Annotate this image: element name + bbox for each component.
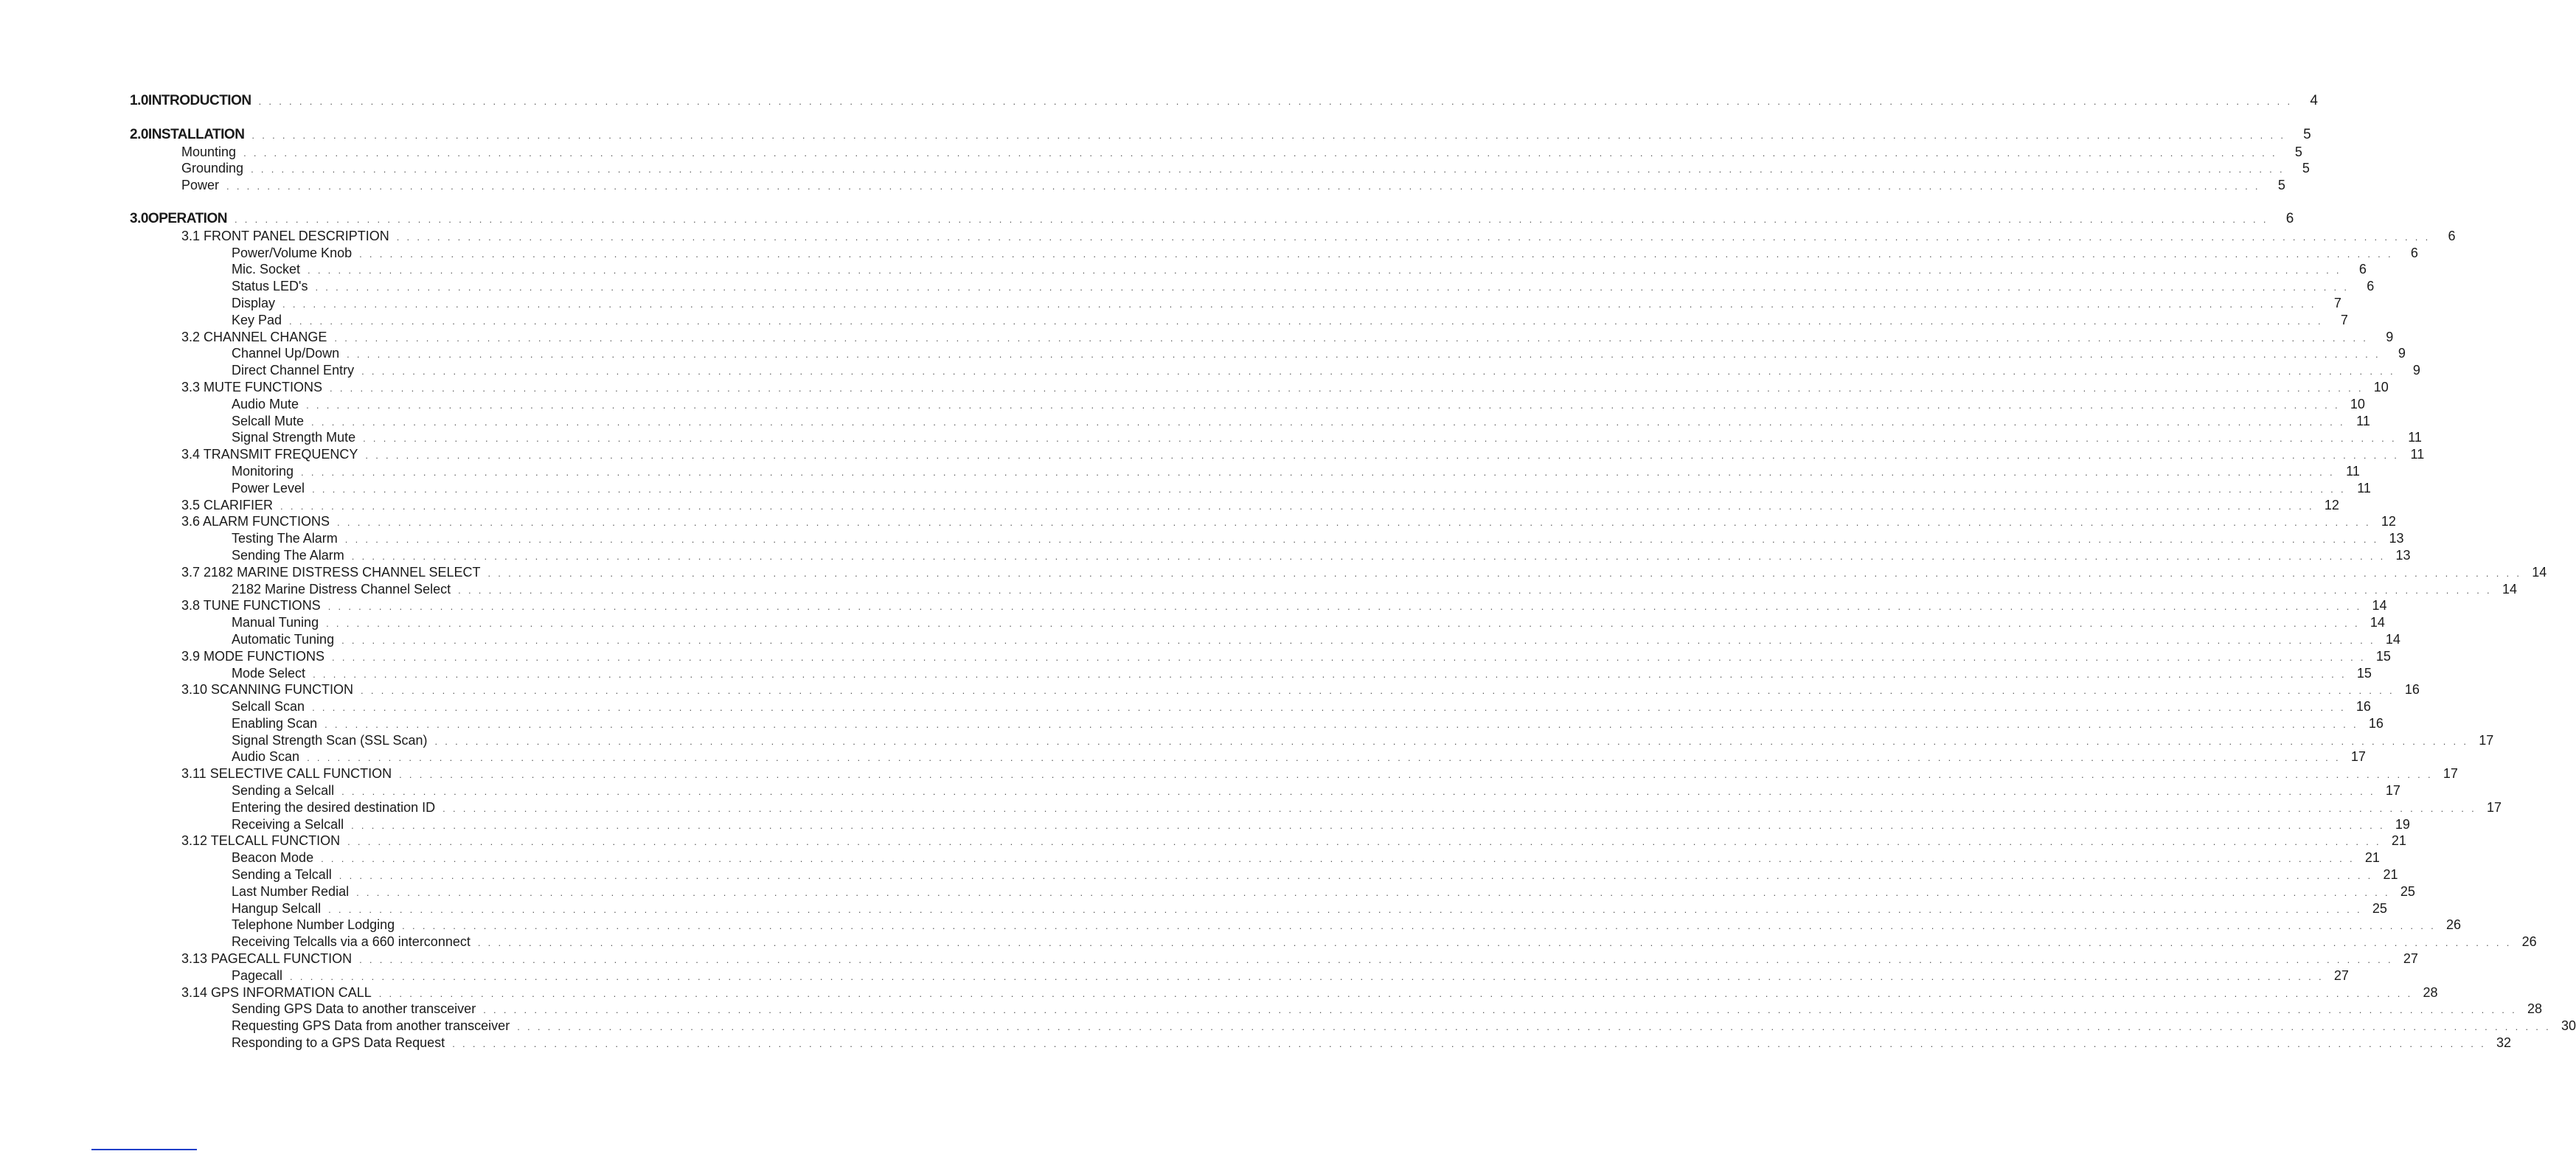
toc-item-entry[interactable]	[130, 816, 2410, 833]
dot-leader: . . . . . . . . . . . . . . . . . . . . . . . . . . . . . . . . . . . . . . . . . . . . . . . . . . . . . . . . . . . . . . . . . . . . . . . . . . . . . . . . . . . . . . . . . . . . . . . . . . . . . . . . . . . . . . . . . . . . . . . . . . . . . . . . . . . . . . . . . . . . . . . . . . . . . . . . . . . . . . . . . . . . . . . . . . . . . . . . . . . . . . . . . . . . . . . . . . . . . . . .	[359, 954, 2393, 966]
toc-item-entry[interactable]	[130, 748, 2366, 765]
toc-subsection-entry[interactable]	[130, 648, 2391, 665]
toc-entry-title: OPERATION	[147, 210, 227, 226]
dot-leader: . . . . . . . . . . . . . . . . . . . . . . . . . . . . . . . . . . . . . . . . . . . . . . . . . . . . . . . . . . . . . . . . . . . . . . . . . . . . . . . . . . . . . . . . . . . . . . . . . . . . . . . . . . . . . . . . . . . . . . . . . . . . . . . . . . . . . . . . . . . . . . . . . . . . . . . . . . . . . . . . . . . . . . . . . . . . . . . . . . . . . . . . . . . . . . . . . . . . . . . .	[341, 786, 2375, 798]
toc-page-number: 15	[2356, 665, 2372, 681]
toc-subsection-entry[interactable]	[130, 681, 2420, 698]
dot-leader: . . . . . . . . . . . . . . . . . . . . . . . . . . . . . . . . . . . . . . . . . . . . . . . . . . . . . . . . . . . . . . . . . . . . . . . . . . . . . . . . . . . . . . . . . . . . . . . . . . . . . . . . . . . . . . . . . . . . . . . . . . . . . . . . . . . . . . . . . . . . . . . . . . . . . . . . . . . . . . . . . . . . . . . . . . . . . . . . . . . . . . . . . . . . . . . . . . . . . . . .	[337, 517, 2371, 529]
toc-item-entry[interactable]	[130, 934, 2537, 950]
toc-page-number: 17	[2479, 732, 2494, 748]
toc-item-entry[interactable]	[130, 547, 2411, 564]
toc-item-entry[interactable]	[130, 665, 2372, 682]
toc-item-entry[interactable]	[130, 1018, 2576, 1035]
toc-page-number: 21	[2383, 867, 2398, 883]
toc-subsection-entry[interactable]	[130, 144, 2302, 161]
toc-entry-title: Audio Scan	[232, 749, 300, 765]
toc-subsection-entry[interactable]	[130, 950, 2418, 967]
dot-leader: . . . . . . . . . . . . . . . . . . . . . . . . . . . . . . . . . . . . . . . . . . . . . . . . . . . . . . . . . . . . . . . . . . . . . . . . . . . . . . . . . . . . . . . . . . . . . . . . . . . . . . . . . . . . . . . . . . . . . . . . . . . . . . . . . . . . . . . . . . . . . . . . . . . . . . . . . . . . . . . . . . . . . . . . . . . . . . . . . . . . . . . . . . . . . . . . . . . . . . . .	[306, 399, 2340, 411]
toc-entry-title: Sending The Alarm	[232, 547, 344, 563]
toc-item-entry[interactable]	[130, 866, 2398, 883]
dot-leader: . . . . . . . . . . . . . . . . . . . . . . . . . . . . . . . . . . . . . . . . . . . . . . . . . . . . . . . . . . . . . . . . . . . . . . . . . . . . . . . . . . . . . . . . . . . . . . . . . . . . . . . . . . . . . . . . . . . . . . . . . . . . . . . . . . . . . . . . . . . . . . . . . . . . . . . . . . . . . . . . . . . . . . . . . . . . . . . . . . . . . . . . . . . . . . . . . . . . . . . .	[289, 315, 2323, 327]
toc-page-number: 11	[2357, 480, 2371, 496]
toc-page-number: 11	[2410, 447, 2425, 462]
dot-leader: . . . . . . . . . . . . . . . . . . . . . . . . . . . . . . . . . . . . . . . . . . . . . . . . . . . . . . . . . . . . . . . . . . . . . . . . . . . . . . . . . . . . . . . . . . . . . . . . . . . . . . . . . . . . . . . . . . . . . . . . . . . . . . . . . . . . . . . . . . . . . . . . . . . . . . . . . . . . . . . . . . . . . . . . . . . . . . . . . . . . . . . . . . . . . . . . . . . . . . . .	[363, 433, 2397, 445]
toc-page-number: 27	[2333, 967, 2349, 983]
toc-page-number: 16	[2355, 699, 2371, 715]
toc-subsection-entry[interactable]	[130, 597, 2387, 614]
toc-page-number: 6	[2358, 262, 2367, 277]
section-spacer	[130, 194, 749, 211]
toc-page-number: 25	[2372, 900, 2387, 916]
toc-entry-title: Power	[181, 178, 220, 193]
toc-page-number: 5	[2302, 161, 2310, 176]
toc-page-number: 11	[2356, 413, 2370, 428]
section-spacer	[130, 110, 749, 127]
dot-leader: . . . . . . . . . . . . . . . . . . . . . . . . . . . . . . . . . . . . . . . . . . . . . . . . . . . . . . . . . . . . . . . . . . . . . . . . . . . . . . . . . . . . . . . . . . . . . . . . . . . . . . . . . . . . . . . . . . . . . . . . . . . . . . . . . . . . . . . . . . . . . . . . . . . . . . . . . . . . . . . . . . . . . . . . . . . . . . . . . . . . . . . . . . . . . . . . . . . . . . . .	[396, 231, 2431, 243]
toc-subsection-entry[interactable]	[130, 497, 2339, 514]
toc-entry-title: Selcall Scan	[232, 699, 305, 715]
toc-subsection-entry[interactable]	[130, 446, 2425, 463]
toc-entry-title: 3.13 PAGECALL FUNCTION	[181, 951, 353, 967]
toc-page-number: 10	[2350, 396, 2365, 411]
dot-leader: . . . . . . . . . . . . . . . . . . . . . . . . . . . . . . . . . . . . . . . . . . . . . . . . . . . . . . . . . . . . . . . . . . . . . . . . . . . . . . . . . . . . . . . . . . . . . . . . . . . . . . . . . . . . . . . . . . . . . . . . . . . . . . . . . . . . . . . . . . . . . . . . . . . . . . . . . . . . . . . . . . . . . . . . . . . . . . . . . . . . . . . . . . . . . . . . . . . . . . . .	[344, 534, 2379, 546]
toc-entry-title: 3.7 2182 MARINE DISTRESS CHANNEL SELECT	[181, 564, 481, 580]
dot-leader: . . . . . . . . . . . . . . . . . . . . . . . . . . . . . . . . . . . . . . . . . . . . . . . . . . . . . . . . . . . . . . . . . . . . . . . . . . . . . . . . . . . . . . . . . . . . . . . . . . . . . . . . . . . . . . . . . . . . . . . . . . . . . . . . . . . . . . . . . . . . . . . . . . . . . . . . . . . . . . . . . . . . . . . . . . . . . . . . . . . . . . . . . . . . . . . . . . . . . . . .	[347, 836, 2381, 848]
toc-page-number: 9	[2398, 346, 2406, 361]
toc-page-number: 13	[2389, 531, 2404, 546]
toc-subsection-entry[interactable]	[130, 228, 2456, 245]
toc-entry-title: Receiving Telcalls via a 660 interconnect	[232, 934, 471, 950]
toc-page-number: 25	[2400, 883, 2415, 899]
toc-page-number: 9	[2386, 329, 2394, 344]
toc-entry-title: INSTALLATION	[147, 126, 245, 142]
toc-entry-title: Monitoring	[232, 463, 294, 479]
toc-subsection-entry[interactable]	[130, 329, 2394, 346]
toc-entry-title: 3.4 TRANSMIT FREQUENCY	[181, 447, 358, 462]
dot-leader: . . . . . . . . . . . . . . . . . . . . . . . . . . . . . . . . . . . . . . . . . . . . . . . . . . . . . . . . . . . . . . . . . . . . . . . . . . . . . . . . . . . . . . . . . . . . . . . . . . . . . . . . . . . . . . . . . . . . . . . . . . . . . . . . . . . . . . . . . . . . . . . . . . . . . . . . . . . . . . . . . . . . . . . . . . . . . . . . . . . . . . . . . . . . . . . . . . . . . . . .	[483, 1004, 2518, 1016]
dot-leader: . . . . . . . . . . . . . . . . . . . . . . . . . . . . . . . . . . . . . . . . . . . . . . . . . . . . . . . . . . . . . . . . . . . . . . . . . . . . . . . . . . . . . . . . . . . . . . . . . . . . . . . . . . . . . . . . . . . . . . . . . . . . . . . . . . . . . . . . . . . . . . . . . . . . . . . . . . . . . . . . . . . . . . . . . . . . . . . . . . . . . . . . . . . . . . . . . . . . . . . .	[313, 668, 2347, 680]
toc-page-number: 21	[2364, 850, 2380, 866]
dot-leader: . . . . . . . . . . . . . . . . . . . . . . . . . . . . . . . . . . . . . . . . . . . . . . . . . . . . . . . . . . . . . . . . . . . . . . . . . . . . . . . . . . . . . . . . . . . . . . . . . . . . . . . . . . . . . . . . . . . . . . . . . . . . . . . . . . . . . . . . . . . . . . . . . . . . . . . . . . . . . . . . . . . . . . . . . . . . . . . . . . . . . . . . . . . . . . . . . . . . . . . .	[258, 96, 2293, 107]
toc-item-entry[interactable]	[130, 799, 2502, 816]
toc-page-number: 5	[2277, 178, 2285, 193]
dot-leader: . . . . . . . . . . . . . . . . . . . . . . . . . . . . . . . . . . . . . . . . . . . . . . . . . . . . . . . . . . . . . . . . . . . . . . . . . . . . . . . . . . . . . . . . . . . . . . . . . . . . . . . . . . . . . . . . . . . . . . . . . . . . . . . . . . . . . . . . . . . . . . . . . . . . . . . . . . . . . . . . . . . . . . . . . . . . . . . . . . . . . . . . . . . . . . . . . . . . . . . .	[326, 618, 2360, 630]
toc-entry-title: 3.11 SELECTIVE CALL FUNCTION	[181, 766, 392, 782]
toc-page-number: 10	[2373, 379, 2389, 394]
dot-leader: . . . . . . . . . . . . . . . . . . . . . . . . . . . . . . . . . . . . . . . . . . . . . . . . . . . . . . . . . . . . . . . . . . . . . . . . . . . . . . . . . . . . . . . . . . . . . . . . . . . . . . . . . . . . . . . . . . . . . . . . . . . . . . . . . . . . . . . . . . . . . . . . . . . . . . . . . . . . . . . . . . . . . . . . . . . . . . . . . . . . . . . . . . . . . . . . . . . . . . . .	[330, 382, 2364, 394]
toc-item-entry[interactable]	[130, 698, 2371, 715]
toc-item-entry[interactable]	[130, 1035, 2511, 1051]
toc-page-number: 5	[2303, 126, 2311, 142]
toc-entry-title: Requesting GPS Data from another transceiver	[232, 1018, 510, 1034]
toc-item-entry[interactable]	[130, 967, 2349, 984]
toc-item-entry[interactable]	[130, 530, 2404, 547]
toc-item-entry[interactable]	[130, 362, 2420, 379]
toc-entry-title: Key Pad	[232, 312, 282, 327]
dot-leader: . . . . . . . . . . . . . . . . . . . . . . . . . . . . . . . . . . . . . . . . . . . . . . . . . . . . . . . . . . . . . . . . . . . . . . . . . . . . . . . . . . . . . . . . . . . . . . . . . . . . . . . . . . . . . . . . . . . . . . . . . . . . . . . . . . . . . . . . . . . . . . . . . . . . . . . . . . . . . . . . . . . . . . . . . . . . . . . . . . . . . . . . . . . . . . . . . . . . . . . .	[378, 987, 2413, 999]
toc-page-number: 17	[2385, 783, 2400, 799]
toc-page-number: 11	[2346, 463, 2360, 479]
toc-item-entry[interactable]	[130, 614, 2385, 631]
toc-entry-title: 3.3 MUTE FUNCTIONS	[181, 379, 323, 394]
toc-page-number: 16	[2404, 682, 2420, 698]
dot-leader: . . . . . . . . . . . . . . . . . . . . . . . . . . . . . . . . . . . . . . . . . . . . . . . . . . . . . . . . . . . . . . . . . . . . . . . . . . . . . . . . . . . . . . . . . . . . . . . . . . . . . . . . . . . . . . . . . . . . . . . . . . . . . . . . . . . . . . . . . . . . . . . . . . . . . . . . . . . . . . . . . . . . . . . . . . . . . . . . . . . . . . . . . . . . . . . . . . . . . . . .	[351, 550, 2386, 562]
dot-leader: . . . . . . . . . . . . . . . . . . . . . . . . . . . . . . . . . . . . . . . . . . . . . . . . . . . . . . . . . . . . . . . . . . . . . . . . . . . . . . . . . . . . . . . . . . . . . . . . . . . . . . . . . . . . . . . . . . . . . . . . . . . . . . . . . . . . . . . . . . . . . . . . . . . . . . . . . . . . . . . . . . . . . . . . . . . . . . . . . . . . . . . . . . . . . . . . . . . . . . . .	[311, 416, 2345, 428]
toc-entry-title: Entering the desired destination ID	[232, 799, 436, 815]
toc-page-number: 17	[2443, 766, 2458, 782]
toc-item-entry[interactable]	[130, 581, 2517, 598]
dot-leader: . . . . . . . . . . . . . . . . . . . . . . . . . . . . . . . . . . . . . . . . . . . . . . . . . . . . . . . . . . . . . . . . . . . . . . . . . . . . . . . . . . . . . . . . . . . . . . . . . . . . . . . . . . . . . . . . . . . . . . . . . . . . . . . . . . . . . . . . . . . . . . . . . . . . . . . . . . . . . . . . . . . . . . . . . . . . . . . . . . . . . . . . . . . . . . . . . . . . . . . .	[399, 769, 2433, 781]
dot-leader: . . . . . . . . . . . . . . . . . . . . . . . . . . . . . . . . . . . . . . . . . . . . . . . . . . . . . . . . . . . . . . . . . . . . . . . . . . . . . . . . . . . . . . . . . . . . . . . . . . . . . . . . . . . . . . . . . . . . . . . . . . . . . . . . . . . . . . . . . . . . . . . . . . . . . . . . . . . . . . . . . . . . . . . . . . . . . . . . . . . . . . . . . . . . . . . . . . . . . . . .	[290, 970, 2324, 982]
toc-page-number: 27	[2403, 951, 2418, 967]
toc-entry-title: 3.9 MODE FUNCTIONS	[181, 648, 325, 664]
toc-entry-title: 3.6 ALARM FUNCTIONS	[181, 514, 330, 529]
dot-leader: . . . . . . . . . . . . . . . . . . . . . . . . . . . . . . . . . . . . . . . . . . . . . . . . . . . . . . . . . . . . . . . . . . . . . . . . . . . . . . . . . . . . . . . . . . . . . . . . . . . . . . . . . . . . . . . . . . . . . . . . . . . . . . . . . . . . . . . . . . . . . . . . . . . . . . . . . . . . . . . . . . . . . . . . . . . . . . . . . . . . . . . . . . . . . . . . . . . . . . . .	[402, 920, 2436, 932]
toc-entry-title: Enabling Scan	[232, 715, 318, 731]
dot-leader: . . . . . . . . . . . . . . . . . . . . . . . . . . . . . . . . . . . . . . . . . . . . . . . . . . . . . . . . . . . . . . . . . . . . . . . . . . . . . . . . . . . . . . . . . . . . . . . . . . . . . . . . . . . . . . . . . . . . . . . . . . . . . . . . . . . . . . . . . . . . . . . . . . . . . . . . . . . . . . . . . . . . . . . . . . . . . . . . . . . . . . . . . . . . . . . . . . . . . . . .	[328, 903, 2362, 915]
dot-leader: . . . . . . . . . . . . . . . . . . . . . . . . . . . . . . . . . . . . . . . . . . . . . . . . . . . . . . . . . . . . . . . . . . . . . . . . . . . . . . . . . . . . . . . . . . . . . . . . . . . . . . . . . . . . . . . . . . . . . . . . . . . . . . . . . . . . . . . . . . . . . . . . . . . . . . . . . . . . . . . . . . . . . . . . . . . . . . . . . . . . . . . . . . . . . . . . . . . . . . . .	[301, 466, 2335, 478]
toc-subsection-entry[interactable]	[130, 160, 2310, 177]
dot-leader: . . . . . . . . . . . . . . . . . . . . . . . . . . . . . . . . . . . . . . . . . . . . . . . . . . . . . . . . . . . . . . . . . . . . . . . . . . . . . . . . . . . . . . . . . . . . . . . . . . . . . . . . . . . . . . . . . . . . . . . . . . . . . . . . . . . . . . . . . . . . . . . . . . . . . . . . . . . . . . . . . . . . . . . . . . . . . . . . . . . . . . . . . . . . . . . . . . . . . . . .	[361, 685, 2395, 697]
toc-entry-title: Manual Tuning	[232, 615, 319, 630]
toc-page-number: 17	[2486, 799, 2502, 815]
toc-entry-title: Sending a Selcall	[232, 783, 335, 799]
dot-leader: . . . . . . . . . . . . . . . . . . . . . . . . . . . . . . . . . . . . . . . . . . . . . . . . . . . . . . . . . . . . . . . . . . . . . . . . . . . . . . . . . . . . . . . . . . . . . . . . . . . . . . . . . . . . . . . . . . . . . . . . . . . . . . . . . . . . . . . . . . . . . . . . . . . . . . . . . . . . . . . . . . . . . . . . . . . . . . . . . . . . . . . . . . . . . . . . . . . . . . . .	[517, 1021, 2551, 1033]
toc-entry-title: Power/Volume Knob	[232, 245, 353, 260]
toc-page-number: 17	[2350, 749, 2366, 765]
dot-leader: . . . . . . . . . . . . . . . . . . . . . . . . . . . . . . . . . . . . . . . . . . . . . . . . . . . . . . . . . . . . . . . . . . . . . . . . . . . . . . . . . . . . . . . . . . . . . . . . . . . . . . . . . . . . . . . . . . . . . . . . . . . . . . . . . . . . . . . . . . . . . . . . . . . . . . . . . . . . . . . . . . . . . . . . . . . . . . . . . . . . . . . . . . . . . . . . . . . . . . . .	[359, 248, 2393, 260]
dot-leader: . . . . . . . . . . . . . . . . . . . . . . . . . . . . . . . . . . . . . . . . . . . . . . . . . . . . . . . . . . . . . . . . . . . . . . . . . . . . . . . . . . . . . . . . . . . . . . . . . . . . . . . . . . . . . . . . . . . . . . . . . . . . . . . . . . . . . . . . . . . . . . . . . . . . . . . . . . . . . . . . . . . . . . . . . . . . . . . . . . . . . . . . . . . . . . . . . . . . . . . .	[361, 366, 2395, 378]
toc-page-number: 28	[2527, 1001, 2543, 1017]
toc-page-number: 26	[2521, 934, 2537, 950]
toc-page-number: 11	[2408, 430, 2422, 445]
toc-item-entry[interactable]	[130, 782, 2400, 799]
toc-entry-title: Channel Up/Down	[232, 346, 340, 361]
toc-page-number: 19	[2395, 816, 2410, 832]
toc-entry-title: 3.1 FRONT PANEL DESCRIPTION	[181, 228, 389, 243]
toc-subsection-entry[interactable]	[130, 765, 2458, 782]
toc-section-entry[interactable]	[130, 210, 2294, 228]
toc-entry-title: Last Number Redial	[232, 883, 350, 899]
toc-item-entry[interactable]	[130, 715, 2384, 732]
toc-page-number: 6	[2285, 210, 2294, 226]
toc-entry-title: Mic. Socket	[232, 262, 301, 277]
toc-item-entry[interactable]	[130, 849, 2380, 866]
toc-entry-title: Mode Select	[232, 665, 306, 681]
toc-subsection-entry[interactable]	[130, 984, 2438, 1001]
dot-leader: . . . . . . . . . . . . . . . . . . . . . . . . . . . . . . . . . . . . . . . . . . . . . . . . . . . . . . . . . . . . . . . . . . . . . . . . . . . . . . . . . . . . . . . . . . . . . . . . . . . . . . . . . . . . . . . . . . . . . . . . . . . . . . . . . . . . . . . . . . . . . . . . . . . . . . . . . . . . . . . . . . . . . . . . . . . . . . . . . . . . . . . . . . . . . . . . . . . . . . . .	[365, 450, 2400, 462]
toc-subsection-entry[interactable]	[130, 832, 2406, 849]
toc-item-entry[interactable]	[130, 245, 2418, 262]
toc-page-number: 16	[2368, 715, 2384, 731]
toc-page-number: 4	[2310, 93, 2318, 108]
toc-section-number: 3.0	[130, 210, 148, 226]
toc-entry-title: Pagecall	[232, 967, 283, 983]
dot-leader: . . . . . . . . . . . . . . . . . . . . . . . . . . . . . . . . . . . . . . . . . . . . . . . . . . . . . . . . . . . . . . . . . . . . . . . . . . . . . . . . . . . . . . . . . . . . . . . . . . . . . . . . . . . . . . . . . . . . . . . . . . . . . . . . . . . . . . . . . . . . . . . . . . . . . . . . . . . . . . . . . . . . . . . . . . . . . . . . . . . . . . . . . . . . . . . . . . . . . . . .	[251, 164, 2285, 175]
toc-section-number: 2.0	[130, 126, 148, 142]
dot-leader: . . . . . . . . . . . . . . . . . . . . . . . . . . . . . . . . . . . . . . . . . . . . . . . . . . . . . . . . . . . . . . . . . . . . . . . . . . . . . . . . . . . . . . . . . . . . . . . . . . . . . . . . . . . . . . . . . . . . . . . . . . . . . . . . . . . . . . . . . . . . . . . . . . . . . . . . . . . . . . . . . . . . . . . . . . . . . . . . . . . . . . . . . . . . . . . . . . . . . . . .	[339, 870, 2373, 882]
toc-section-entry[interactable]	[130, 93, 2318, 110]
toc-item-entry[interactable]	[130, 261, 2367, 278]
toc-subsection-entry[interactable]	[130, 177, 2285, 194]
toc-item-entry[interactable]	[130, 900, 2387, 917]
toc-entry-title: Beacon Mode	[232, 850, 314, 866]
toc-page-number: 30	[2561, 1018, 2576, 1034]
toc-item-entry[interactable]	[130, 413, 2370, 430]
table-of-contents	[130, 93, 2576, 1051]
toc-page-number: 12	[2381, 514, 2396, 529]
toc-page-number: 14	[2502, 581, 2517, 597]
toc-entry-title: Telephone Number Lodging	[232, 917, 395, 933]
toc-item-entry[interactable]	[130, 631, 2400, 648]
toc-entry-title: Responding to a GPS Data Request	[232, 1035, 445, 1051]
toc-entry-title: Direct Channel Entry	[232, 363, 355, 378]
dot-leader: . . . . . . . . . . . . . . . . . . . . . . . . . . . . . . . . . . . . . . . . . . . . . . . . . . . . . . . . . . . . . . . . . . . . . . . . . . . . . . . . . . . . . . . . . . . . . . . . . . . . . . . . . . . . . . . . . . . . . . . . . . . . . . . . . . . . . . . . . . . . . . . . . . . . . . . . . . . . . . . . . . . . . . . . . . . . . . . . . . . . . . . . . . . . . . . . . . . . . . . .	[332, 651, 2366, 663]
toc-entry-title: 3.12 TELCALL FUNCTION	[181, 833, 341, 849]
toc-item-entry[interactable]	[130, 463, 2360, 480]
dot-leader: . . . . . . . . . . . . . . . . . . . . . . . . . . . . . . . . . . . . . . . . . . . . . . . . . . . . . . . . . . . . . . . . . . . . . . . . . . . . . . . . . . . . . . . . . . . . . . . . . . . . . . . . . . . . . . . . . . . . . . . . . . . . . . . . . . . . . . . . . . . . . . . . . . . . . . . . . . . . . . . . . . . . . . . . . . . . . . . . . . . . . . . . . . . . . . . . . . . . . . . .	[351, 819, 2385, 831]
dot-leader: . . . . . . . . . . . . . . . . . . . . . . . . . . . . . . . . . . . . . . . . . . . . . . . . . . . . . . . . . . . . . . . . . . . . . . . . . . . . . . . . . . . . . . . . . . . . . . . . . . . . . . . . . . . . . . . . . . . . . . . . . . . . . . . . . . . . . . . . . . . . . . . . . . . . . . . . . . . . . . . . . . . . . . . . . . . . . . . . . . . . . . . . . . . . . . . . . . . . . . . .	[334, 332, 2369, 344]
toc-entry-title: Sending a Telcall	[232, 867, 332, 883]
toc-page-number: 7	[2333, 295, 2341, 310]
toc-entry-title: Power Level	[232, 480, 305, 496]
toc-page-number: 6	[2367, 279, 2375, 294]
toc-entry-title: Status LED's	[232, 279, 308, 294]
toc-entry-title: INTRODUCTION	[147, 93, 251, 108]
dot-leader: . . . . . . . . . . . . . . . . . . . . . . . . . . . . . . . . . . . . . . . . . . . . . . . . . . . . . . . . . . . . . . . . . . . . . . . . . . . . . . . . . . . . . . . . . . . . . . . . . . . . . . . . . . . . . . . . . . . . . . . . . . . . . . . . . . . . . . . . . . . . . . . . . . . . . . . . . . . . . . . . . . . . . . . . . . . . . . . . . . . . . . . . . . . . . . . . . . . . . . . .	[321, 853, 2355, 865]
toc-item-entry[interactable]	[130, 480, 2371, 497]
dot-leader: . . . . . . . . . . . . . . . . . . . . . . . . . . . . . . . . . . . . . . . . . . . . . . . . . . . . . . . . . . . . . . . . . . . . . . . . . . . . . . . . . . . . . . . . . . . . . . . . . . . . . . . . . . . . . . . . . . . . . . . . . . . . . . . . . . . . . . . . . . . . . . . . . . . . . . . . . . . . . . . . . . . . . . . . . . . . . . . . . . . . . . . . . . . . . . . . . . . . . . . .	[308, 265, 2341, 277]
toc-entry-title: Testing The Alarm	[232, 531, 338, 546]
dot-leader: . . . . . . . . . . . . . . . . . . . . . . . . . . . . . . . . . . . . . . . . . . . . . . . . . . . . . . . . . . . . . . . . . . . . . . . . . . . . . . . . . . . . . . . . . . . . . . . . . . . . . . . . . . . . . . . . . . . . . . . . . . . . . . . . . . . . . . . . . . . . . . . . . . . . . . . . . . . . . . . . . . . . . . . . . . . . . . . . . . . . . . . . . . . . . . . . . . . . . . . .	[477, 937, 2512, 949]
dot-leader: . . . . . . . . . . . . . . . . . . . . . . . . . . . . . . . . . . . . . . . . . . . . . . . . . . . . . . . . . . . . . . . . . . . . . . . . . . . . . . . . . . . . . . . . . . . . . . . . . . . . . . . . . . . . . . . . . . . . . . . . . . . . . . . . . . . . . . . . . . . . . . . . . . . . . . . . . . . . . . . . . . . . . . . . . . . . . . . . . . . . . . . . . . . . . . . . . . . . . . . .	[307, 752, 2341, 764]
toc-entry-title: Grounding	[181, 161, 244, 176]
toc-subsection-entry[interactable]	[130, 564, 2547, 581]
toc-entry-title: Display	[232, 295, 276, 310]
toc-page-number: 14	[2372, 598, 2387, 613]
dot-leader: . . . . . . . . . . . . . . . . . . . . . . . . . . . . . . . . . . . . . . . . . . . . . . . . . . . . . . . . . . . . . . . . . . . . . . . . . . . . . . . . . . . . . . . . . . . . . . . . . . . . . . . . . . . . . . . . . . . . . . . . . . . . . . . . . . . . . . . . . . . . . . . . . . . . . . . . . . . . . . . . . . . . . . . . . . . . . . . . . . . . . . . . . . . . . . . . . . . . . . . .	[487, 567, 2522, 579]
toc-entry-title: 2182 Marine Distress Channel Select	[232, 581, 451, 597]
toc-item-entry[interactable]	[130, 396, 2365, 413]
toc-entry-title: Sending GPS Data to another transceiver	[232, 1001, 476, 1017]
toc-page-number: 21	[2391, 833, 2406, 849]
dot-leader: . . . . . . . . . . . . . . . . . . . . . . . . . . . . . . . . . . . . . . . . . . . . . . . . . . . . . . . . . . . . . . . . . . . . . . . . . . . . . . . . . . . . . . . . . . . . . . . . . . . . . . . . . . . . . . . . . . . . . . . . . . . . . . . . . . . . . . . . . . . . . . . . . . . . . . . . . . . . . . . . . . . . . . . . . . . . . . . . . . . . . . . . . . . . . . . . . . . . . . . .	[452, 1038, 2486, 1050]
toc-entry-title: 3.14 GPS INFORMATION CALL	[181, 984, 372, 1000]
toc-page-number: 32	[2496, 1035, 2511, 1051]
dot-leader: . . . . . . . . . . . . . . . . . . . . . . . . . . . . . . . . . . . . . . . . . . . . . . . . . . . . . . . . . . . . . . . . . . . . . . . . . . . . . . . . . . . . . . . . . . . . . . . . . . . . . . . . . . . . . . . . . . . . . . . . . . . . . . . . . . . . . . . . . . . . . . . . . . . . . . . . . . . . . . . . . . . . . . . . . . . . . . . . . . . . . . . . . . . . . . . . . . . . . . . .	[226, 181, 2260, 192]
toc-page-number: 26	[2445, 917, 2461, 933]
toc-page-number: 7	[2340, 312, 2348, 327]
toc-entry-title: 3.10 SCANNING FUNCTION	[181, 682, 354, 698]
dot-leader: . . . . . . . . . . . . . . . . . . . . . . . . . . . . . . . . . . . . . . . . . . . . . . . . . . . . . . . . . . . . . . . . . . . . . . . . . . . . . . . . . . . . . . . . . . . . . . . . . . . . . . . . . . . . . . . . . . . . . . . . . . . . . . . . . . . . . . . . . . . . . . . . . . . . . . . . . . . . . . . . . . . . . . . . . . . . . . . . . . . . . . . . . . . . . . . . . . . . . . . .	[327, 601, 2362, 613]
toc-page-number: 6	[2448, 228, 2456, 243]
dot-leader: . . . . . . . . . . . . . . . . . . . . . . . . . . . . . . . . . . . . . . . . . . . . . . . . . . . . . . . . . . . . . . . . . . . . . . . . . . . . . . . . . . . . . . . . . . . . . . . . . . . . . . . . . . . . . . . . . . . . . . . . . . . . . . . . . . . . . . . . . . . . . . . . . . . . . . . . . . . . . . . . . . . . . . . . . . . . . . . . . . . . . . . . . . . . . . . . . . . . . . . .	[312, 483, 2346, 495]
toc-page-number: 14	[2385, 631, 2400, 647]
toc-page-number: 15	[2375, 648, 2391, 664]
toc-item-entry[interactable]	[130, 917, 2461, 934]
toc-item-entry[interactable]	[130, 295, 2341, 312]
toc-section-number: 1.0	[130, 93, 148, 108]
toc-item-entry[interactable]	[130, 732, 2494, 749]
toc-item-entry[interactable]	[130, 278, 2375, 295]
toc-page-number: 13	[2395, 547, 2411, 563]
toc-page-number: 6	[2410, 245, 2418, 260]
dot-leader: . . . . . . . . . . . . . . . . . . . . . . . . . . . . . . . . . . . . . . . . . . . . . . . . . . . . . . . . . . . . . . . . . . . . . . . . . . . . . . . . . . . . . . . . . . . . . . . . . . . . . . . . . . . . . . . . . . . . . . . . . . . . . . . . . . . . . . . . . . . . . . . . . . . . . . . . . . . . . . . . . . . . . . . . . . . . . . . . . . . . . . . . . . . . . . . . . . . . . . . .	[251, 129, 2286, 141]
toc-item-entry[interactable]	[130, 312, 2348, 329]
dot-leader: . . . . . . . . . . . . . . . . . . . . . . . . . . . . . . . . . . . . . . . . . . . . . . . . . . . . . . . . . . . . . . . . . . . . . . . . . . . . . . . . . . . . . . . . . . . . . . . . . . . . . . . . . . . . . . . . . . . . . . . . . . . . . . . . . . . . . . . . . . . . . . . . . . . . . . . . . . . . . . . . . . . . . . . . . . . . . . . . . . . . . . . . . . . . . . . . . . . . . . . .	[341, 634, 2375, 646]
toc-page-number: 28	[2423, 984, 2438, 1000]
dot-leader: . . . . . . . . . . . . . . . . . . . . . . . . . . . . . . . . . . . . . . . . . . . . . . . . . . . . . . . . . . . . . . . . . . . . . . . . . . . . . . . . . . . . . . . . . . . . . . . . . . . . . . . . . . . . . . . . . . . . . . . . . . . . . . . . . . . . . . . . . . . . . . . . . . . . . . . . . . . . . . . . . . . . . . . . . . . . . . . . . . . . . . . . . . . . . . . . . . . . . . . .	[347, 349, 2381, 361]
dot-leader: . . . . . . . . . . . . . . . . . . . . . . . . . . . . . . . . . . . . . . . . . . . . . . . . . . . . . . . . . . . . . . . . . . . . . . . . . . . . . . . . . . . . . . . . . . . . . . . . . . . . . . . . . . . . . . . . . . . . . . . . . . . . . . . . . . . . . . . . . . . . . . . . . . . . . . . . . . . . . . . . . . . . . . . . . . . . . . . . . . . . . . . . . . . . . . . . . . . . . . . .	[234, 213, 2268, 225]
toc-entry-title: 3.2 CHANNEL CHANGE	[181, 329, 327, 344]
dot-leader: . . . . . . . . . . . . . . . . . . . . . . . . . . . . . . . . . . . . . . . . . . . . . . . . . . . . . . . . . . . . . . . . . . . . . . . . . . . . . . . . . . . . . . . . . . . . . . . . . . . . . . . . . . . . . . . . . . . . . . . . . . . . . . . . . . . . . . . . . . . . . . . . . . . . . . . . . . . . . . . . . . . . . . . . . . . . . . . . . . . . . . . . . . . . . . . . . . . . . . . .	[458, 584, 2492, 596]
footer-rule	[91, 1149, 197, 1150]
toc-subsection-entry[interactable]	[130, 379, 2389, 396]
toc-entry-title: Selcall Mute	[232, 413, 305, 428]
dot-leader: . . . . . . . . . . . . . . . . . . . . . . . . . . . . . . . . . . . . . . . . . . . . . . . . . . . . . . . . . . . . . . . . . . . . . . . . . . . . . . . . . . . . . . . . . . . . . . . . . . . . . . . . . . . . . . . . . . . . . . . . . . . . . . . . . . . . . . . . . . . . . . . . . . . . . . . . . . . . . . . . . . . . . . . . . . . . . . . . . . . . . . . . . . . . . . . . . . . . . . . .	[243, 147, 2277, 159]
toc-entry-title: 3.8 TUNE FUNCTIONS	[181, 598, 321, 613]
toc-entry-title: Mounting	[181, 144, 237, 159]
dot-leader: . . . . . . . . . . . . . . . . . . . . . . . . . . . . . . . . . . . . . . . . . . . . . . . . . . . . . . . . . . . . . . . . . . . . . . . . . . . . . . . . . . . . . . . . . . . . . . . . . . . . . . . . . . . . . . . . . . . . . . . . . . . . . . . . . . . . . . . . . . . . . . . . . . . . . . . . . . . . . . . . . . . . . . . . . . . . . . . . . . . . . . . . . . . . . . . . . . . . . . . .	[315, 282, 2350, 293]
toc-entry-title: 3.5 CLARIFIER	[181, 497, 274, 512]
toc-page-number: 14	[2532, 564, 2547, 580]
toc-entry-title: Hangup Selcall	[232, 900, 322, 916]
dot-leader: . . . . . . . . . . . . . . . . . . . . . . . . . . . . . . . . . . . . . . . . . . . . . . . . . . . . . . . . . . . . . . . . . . . . . . . . . . . . . . . . . . . . . . . . . . . . . . . . . . . . . . . . . . . . . . . . . . . . . . . . . . . . . . . . . . . . . . . . . . . . . . . . . . . . . . . . . . . . . . . . . . . . . . . . . . . . . . . . . . . . . . . . . . . . . . . . . . . . . . . .	[324, 718, 2358, 730]
toc-entry-title: Automatic Tuning	[232, 631, 335, 647]
dot-leader: . . . . . . . . . . . . . . . . . . . . . . . . . . . . . . . . . . . . . . . . . . . . . . . . . . . . . . . . . . . . . . . . . . . . . . . . . . . . . . . . . . . . . . . . . . . . . . . . . . . . . . . . . . . . . . . . . . . . . . . . . . . . . . . . . . . . . . . . . . . . . . . . . . . . . . . . . . . . . . . . . . . . . . . . . . . . . . . . . . . . . . . . . . . . . . . . . . . . . . . .	[282, 298, 2316, 310]
toc-page-number: 12	[2324, 497, 2339, 512]
dot-leader: . . . . . . . . . . . . . . . . . . . . . . . . . . . . . . . . . . . . . . . . . . . . . . . . . . . . . . . . . . . . . . . . . . . . . . . . . . . . . . . . . . . . . . . . . . . . . . . . . . . . . . . . . . . . . . . . . . . . . . . . . . . . . . . . . . . . . . . . . . . . . . . . . . . . . . . . . . . . . . . . . . . . . . . . . . . . . . . . . . . . . . . . . . . . . . . . . . . . . . . .	[356, 886, 2390, 898]
dot-leader: . . . . . . . . . . . . . . . . . . . . . . . . . . . . . . . . . . . . . . . . . . . . . . . . . . . . . . . . . . . . . . . . . . . . . . . . . . . . . . . . . . . . . . . . . . . . . . . . . . . . . . . . . . . . . . . . . . . . . . . . . . . . . . . . . . . . . . . . . . . . . . . . . . . . . . . . . . . . . . . . . . . . . . . . . . . . . . . . . . . . . . . . . . . . . . . . . . . . . . . .	[434, 735, 2469, 747]
dot-leader: . . . . . . . . . . . . . . . . . . . . . . . . . . . . . . . . . . . . . . . . . . . . . . . . . . . . . . . . . . . . . . . . . . . . . . . . . . . . . . . . . . . . . . . . . . . . . . . . . . . . . . . . . . . . . . . . . . . . . . . . . . . . . . . . . . . . . . . . . . . . . . . . . . . . . . . . . . . . . . . . . . . . . . . . . . . . . . . . . . . . . . . . . . . . . . . . . . . . . . . .	[442, 802, 2476, 814]
toc-section-entry[interactable]	[130, 126, 2311, 144]
toc-item-entry[interactable]	[130, 429, 2422, 446]
toc-page-number: 14	[2370, 615, 2385, 630]
toc-entry-title: Audio Mute	[232, 396, 299, 411]
toc-item-entry[interactable]	[130, 345, 2406, 362]
toc-item-entry[interactable]	[130, 1001, 2543, 1018]
toc-item-entry[interactable]	[130, 883, 2415, 900]
toc-page-number: 9	[2412, 363, 2420, 378]
toc-entry-title: Signal Strength Mute	[232, 430, 356, 445]
toc-entry-title: Signal Strength Scan (SSL Scan)	[232, 732, 428, 748]
toc-entry-title: Receiving a Selcall	[232, 816, 344, 832]
toc-page-number: 5	[2294, 144, 2302, 159]
dot-leader: . . . . . . . . . . . . . . . . . . . . . . . . . . . . . . . . . . . . . . . . . . . . . . . . . . . . . . . . . . . . . . . . . . . . . . . . . . . . . . . . . . . . . . . . . . . . . . . . . . . . . . . . . . . . . . . . . . . . . . . . . . . . . . . . . . . . . . . . . . . . . . . . . . . . . . . . . . . . . . . . . . . . . . . . . . . . . . . . . . . . . . . . . . . . . . . . . . . . . . . .	[280, 500, 2314, 512]
toc-subsection-entry[interactable]	[130, 513, 2396, 530]
dot-leader: . . . . . . . . . . . . . . . . . . . . . . . . . . . . . . . . . . . . . . . . . . . . . . . . . . . . . . . . . . . . . . . . . . . . . . . . . . . . . . . . . . . . . . . . . . . . . . . . . . . . . . . . . . . . . . . . . . . . . . . . . . . . . . . . . . . . . . . . . . . . . . . . . . . . . . . . . . . . . . . . . . . . . . . . . . . . . . . . . . . . . . . . . . . . . . . . . . . . . . . .	[312, 702, 2346, 714]
